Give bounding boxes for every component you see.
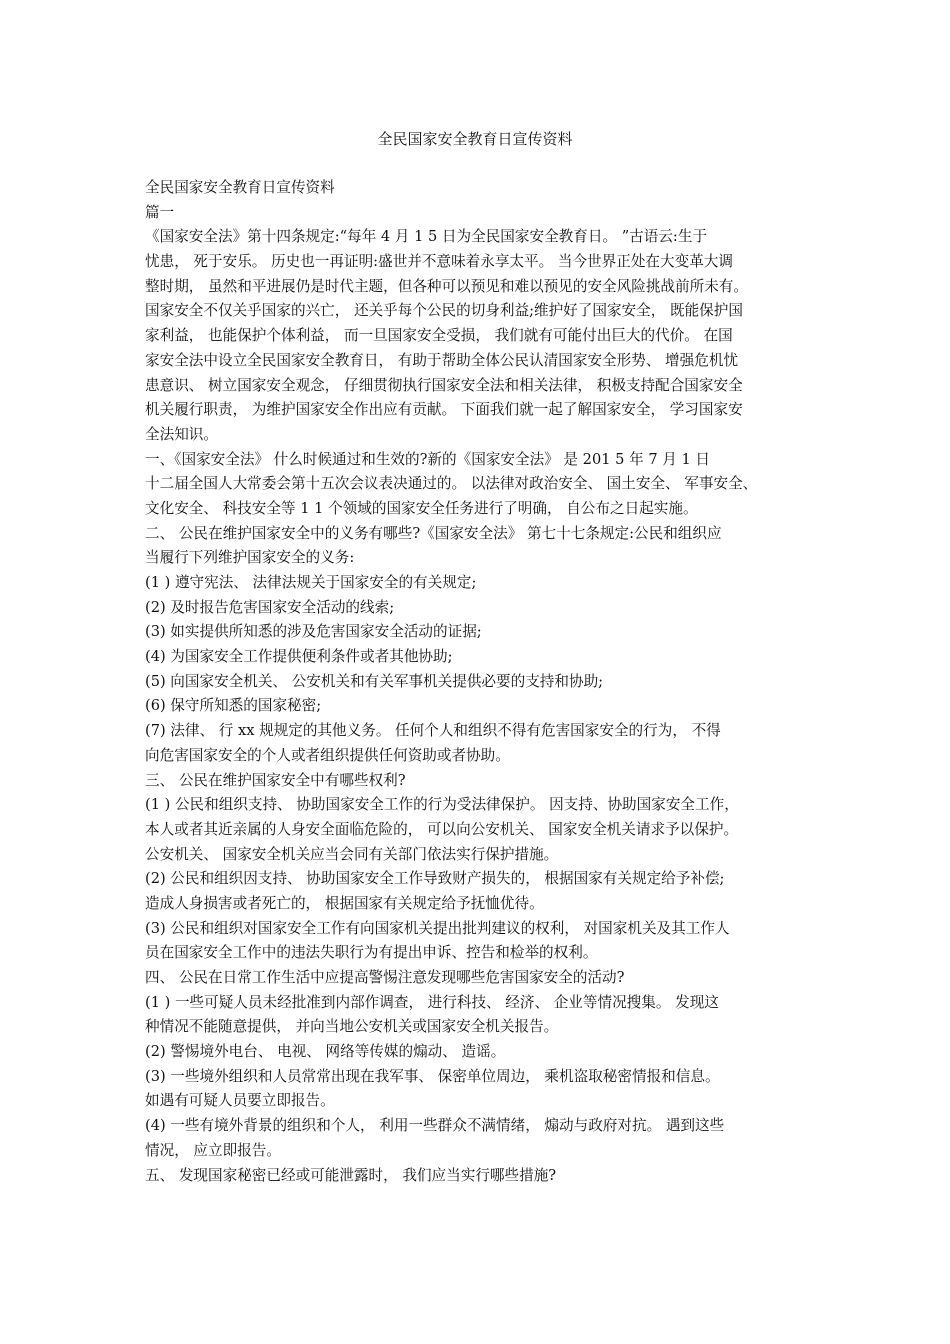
text-line: 种情况不能随意提供， 并向当地公安机关或国家安全机关报告。 bbox=[145, 1018, 559, 1036]
text-line: 家安全法中设立全民国家安全教育日， 有助于帮助全体公民认清国家安全形势、 增强危机忧 bbox=[145, 351, 739, 369]
text-line: 当履行下列维护国家安全的义务: bbox=[145, 549, 355, 567]
text-line: (1 ) 一些可疑人员未经批准到内部作调查， 进行科技、 经济、 企业等情况搜集。 发现这 bbox=[145, 993, 719, 1011]
text-line: 国家安全不仅关乎国家的兴亡， 还关乎每个公民的切身利益;维护好了国家安全， 既能保护国 bbox=[145, 302, 743, 320]
text-line: 公安机关、 国家安全机关应当会同有关部门依法实行保护措施。 bbox=[145, 845, 559, 863]
text-line: 全民国家安全教育日宣传资料 bbox=[145, 179, 335, 196]
text-line: (6) 保守所知悉的国家秘密; bbox=[145, 697, 322, 715]
text-line: (1 ) 公民和组织支持、 协助国家安全工作的行为受法律保护。 因支持、协助国家安全工作， bbox=[145, 796, 739, 814]
text-line: (2) 公民和组织因支持、 协助国家安全工作导致财产损失的， 根据国家有关规定给予补偿; bbox=[145, 870, 725, 888]
text-line: (2) 警惕境外电台、 电视、 网络等传媒的煽动、 造谣。 bbox=[145, 1043, 506, 1061]
text-line: (2) 及时报告危害国家安全活动的线索; bbox=[145, 598, 395, 616]
text-line: (3) 如实提供所知悉的涉及危害国家安全活动的证据; bbox=[145, 623, 482, 641]
text-line: 二、 公民在维护国家安全中的义务有哪些?《国家安全法》 第七十七条规定:公民和组织应 bbox=[145, 524, 722, 542]
text-line: 本人或者其近亲属的人身安全面临危险的， 可以向公安机关、 国家安全机关请求予以保护。 bbox=[145, 820, 739, 838]
text-line: 忧患， 死于安乐。 历史也一再证明:盛世并不意味着永享太平。 当今世界正处在大变革大调 bbox=[145, 253, 733, 271]
text-line: 全法知识。 bbox=[145, 425, 218, 443]
text-line: 篇一 bbox=[145, 203, 175, 221]
text-line: 员在国家安全工作中的违法失职行为有提出申诉、控告和检举的权利。 bbox=[145, 944, 598, 962]
text-line: (7) 法律、 行 xx 规规定的其他义务。 任何个人和组织不得有危害国家安全的行为， 不得 bbox=[145, 722, 721, 740]
text-line: (5) 向国家安全机关、 公安机关和有关军事机关提供必要的支持和协助; bbox=[145, 672, 604, 690]
text-line: 向危害国家安全的个人或者组织提供任何资助或者协助。 bbox=[145, 746, 510, 764]
text-line: (3) 一些境外组织和人员常常出现在我军事、 保密单位周边， 乘机盗取秘密情报和信息。 bbox=[145, 1067, 720, 1085]
text-line: 患意识、 树立国家安全观念， 仔细贯彻执行国家安全法和相关法律， 积极支持配合国家安全 bbox=[145, 376, 743, 394]
text-line: 造成人身损害或者死亡的， 根据国家有关规定给予抚恤优待。 bbox=[145, 894, 544, 912]
text-line: (3) 公民和组织对国家安全工作有向国家机关提出批判建议的权利， 对国家机关及其工作人 bbox=[145, 919, 730, 937]
text-line: 五、 发现国家秘密已经或可能泄露时， 我们应当实行哪些措施? bbox=[145, 1166, 557, 1184]
text-line: 如遇有可疑人员要立即报告。 bbox=[145, 1092, 335, 1110]
text-line: 情况， 应立即报告。 bbox=[145, 1141, 281, 1159]
text-line: 整时期， 虽然和平进展仍是时代主题，但各种可以预见和难以预见的安全风险挑战前所未有。 bbox=[145, 277, 748, 295]
text-line: 《国家安全法》第十四条规定:“每年 4 月 1 5 日为全民国家安全教育日。 ”古语云:生于 bbox=[145, 228, 708, 246]
text-line: 三、 公民在维护国家安全中有哪些权利? bbox=[145, 771, 406, 789]
document-title: 全民国家安全教育日宣传资料 bbox=[377, 130, 573, 148]
text-line: (4) 一些有境外背景的组织和个人， 利用一些群众不满情绪， 煽动与政府对抗。 遇到这些 bbox=[145, 1117, 725, 1135]
document-body bbox=[145, 176, 825, 1188]
text-line: (4) 为国家安全工作提供便利条件或者其他协助; bbox=[145, 648, 453, 666]
text-line: 机关履行职责， 为维护国家安全作出应有贡献。 下面我们就一起了解国家安全， 学习国家安 bbox=[145, 401, 743, 419]
text-line: 四、 公民在日常工作生活中应提高警惕注意发现哪些危害国家安全的活动? bbox=[145, 969, 625, 986]
text-line: 家利益， 也能保护个体利益， 而一旦国家安全受损， 我们就有可能付出巨大的代价。 在国 bbox=[145, 327, 733, 345]
text-line: 一、《国家安全法》 什么时候通过和生效的?新的《国家安全法》 是 201 5 年 7 月 1 日 bbox=[145, 450, 710, 468]
text-line: 文化安全、 科技安全等 1 1 个领域的国家安全任务进行了明确， 自公布之日起实施。 bbox=[145, 499, 698, 517]
text-line: (1 ) 遵守宪法、 法律法规关于国家安全的有关规定; bbox=[145, 574, 477, 591]
text-line: 十二届全国人大常委会第十五次会议表决通过的。 以法律对政治安全、 国土安全、 军事安全、 bbox=[145, 475, 758, 493]
